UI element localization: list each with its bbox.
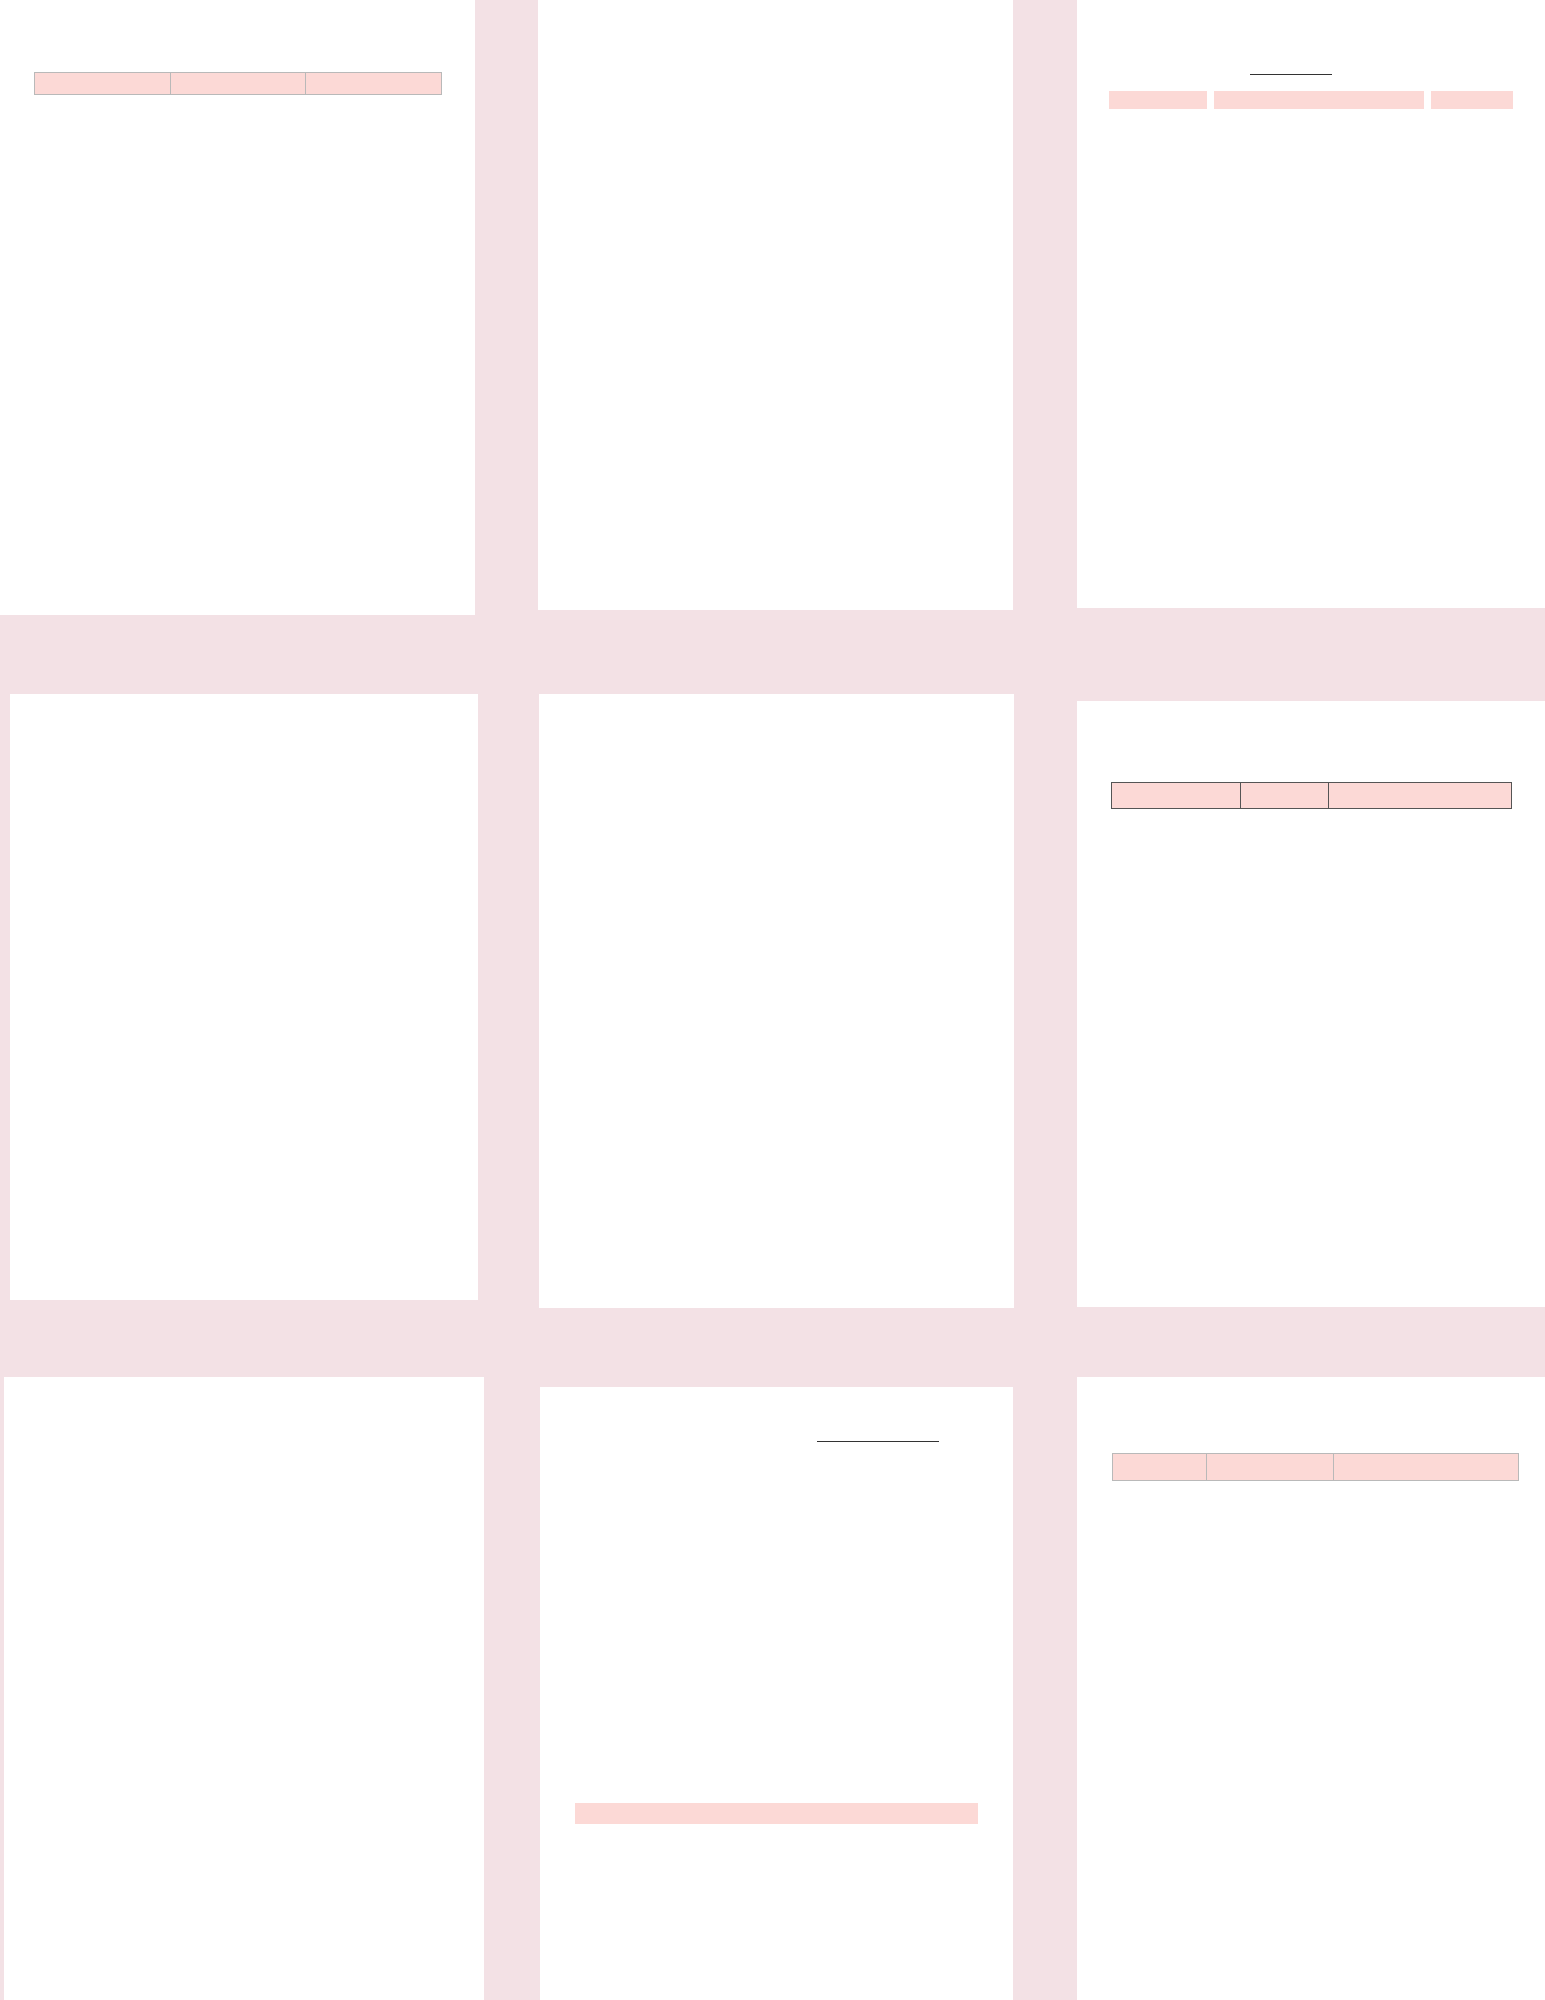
column-header	[171, 73, 306, 95]
name-header	[1109, 91, 1207, 109]
page-theme-tracker	[10, 694, 478, 1300]
column-header	[1334, 1454, 1519, 1481]
page-daily-planner	[540, 1387, 1013, 2000]
column-header	[1112, 783, 1241, 809]
column-header	[1113, 1454, 1207, 1481]
class-field[interactable]	[1250, 64, 1332, 79]
page-behavior-log	[1077, 1377, 1545, 2000]
page-homework-tracker	[1077, 0, 1545, 608]
page-medical-information	[0, 0, 475, 615]
communications-table	[1111, 782, 1512, 809]
column-header	[1207, 1454, 1334, 1481]
column-header	[306, 73, 442, 95]
page-communications-log	[1077, 701, 1545, 1307]
medical-table	[34, 72, 442, 95]
column-header	[1241, 783, 1329, 809]
other-details-header	[1431, 91, 1513, 109]
page-class-schedule	[539, 694, 1014, 1308]
page-seating-chart	[538, 0, 1013, 610]
activity-header	[1214, 91, 1424, 109]
notes-header	[575, 1803, 978, 1824]
page-lesson-planner	[4, 1377, 484, 2000]
date-field[interactable]	[817, 1431, 939, 1446]
column-header	[35, 73, 171, 95]
behavior-table	[1112, 1453, 1519, 1481]
column-header	[1329, 783, 1512, 809]
